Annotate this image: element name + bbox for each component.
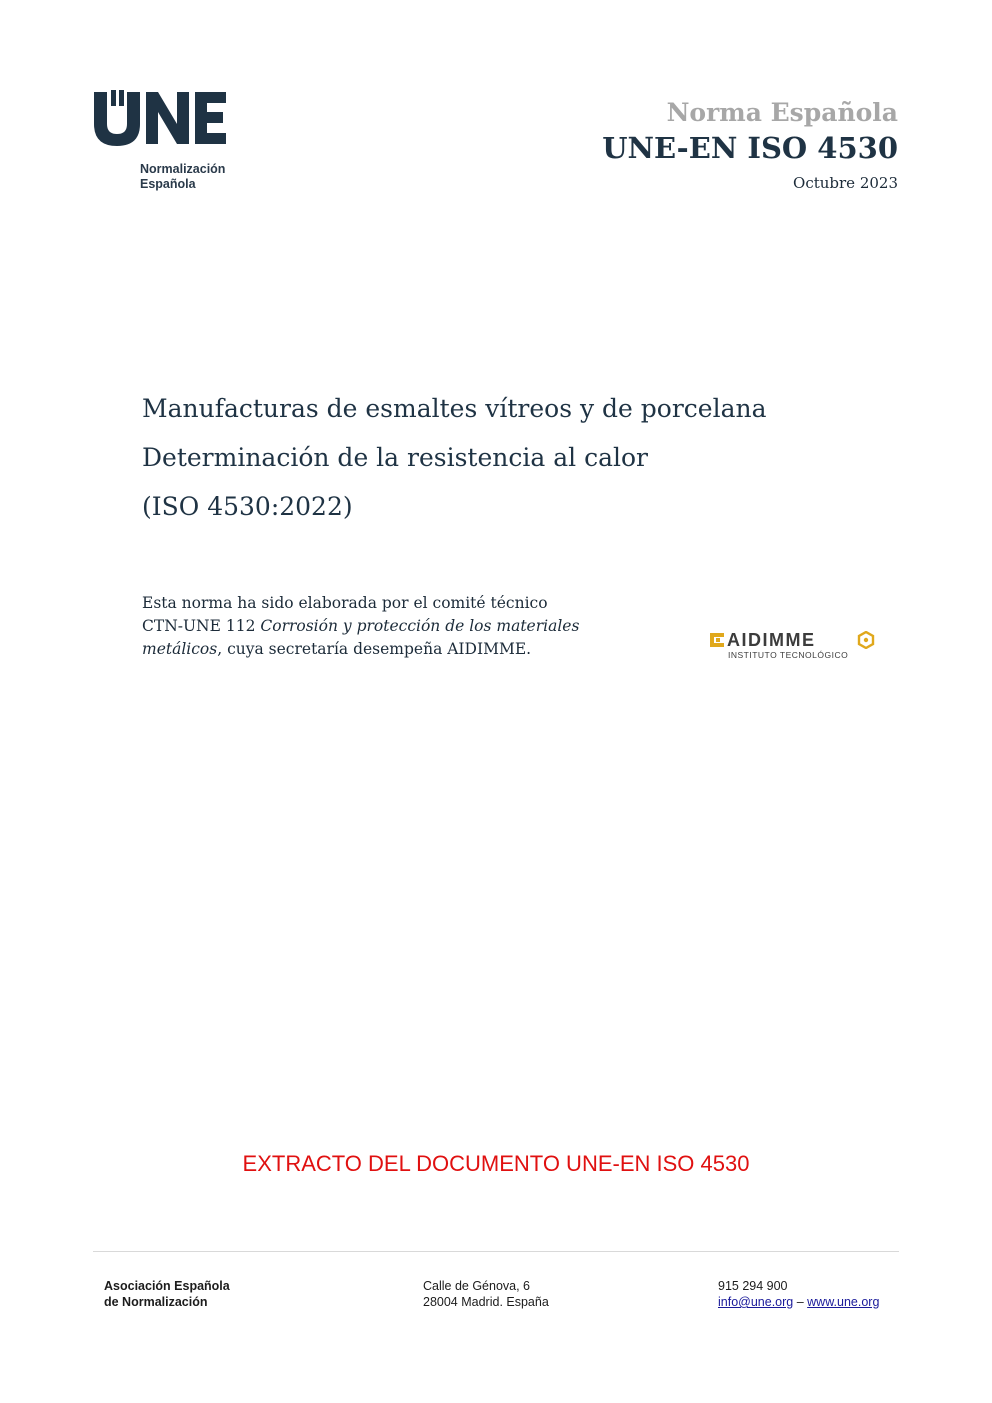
footer-org-line2: de Normalización	[104, 1295, 208, 1309]
title-line-2: Determinación de la resistencia al calor	[142, 443, 648, 472]
email-link[interactable]: info@une.org	[718, 1295, 794, 1309]
une-logo-mark	[92, 88, 232, 148]
committee-statement	[142, 592, 622, 661]
committee-outro: , cuya secretaría desempeña AIDIMME.	[217, 640, 532, 658]
une-logo	[92, 88, 242, 198]
document-title	[142, 384, 767, 531]
norma-header	[602, 98, 898, 192]
website-link[interactable]: www.une.org	[807, 1295, 880, 1309]
footer-divider	[93, 1251, 899, 1252]
footer-contact	[718, 1278, 879, 1310]
norma-code: UNE-EN ISO 4530	[602, 131, 898, 165]
norma-date: Octubre 2023	[793, 174, 898, 192]
title-line-1: Manufacturas de esmaltes vítreos y de porcelana	[142, 394, 767, 423]
extract-notice: EXTRACTO DEL DOCUMENTO UNE-EN ISO 4530	[242, 1151, 750, 1176]
aidimme-bracket-icon	[709, 632, 725, 648]
footer-phone: 915 294 900	[718, 1279, 788, 1293]
logo-subtitle-line2: Española	[140, 177, 196, 191]
footer-links	[718, 1294, 879, 1310]
aidimme-logo	[709, 630, 879, 664]
aidimme-name: AIDIMME	[727, 630, 816, 650]
committee-code: CTN-UNE 112	[142, 617, 261, 635]
committee-intro: Esta norma ha sido elaborada por el comité técnico	[142, 594, 548, 612]
footer-org-line1: Asociación Española	[104, 1279, 230, 1293]
aidimme-hexagon-icon	[857, 631, 875, 649]
footer-organization	[104, 1278, 230, 1310]
footer-link-separator: –	[793, 1295, 808, 1309]
committee-name: Corrosión y protección de los materiales metálicos	[142, 617, 580, 658]
footer-address-line2: 28004 Madrid. España	[423, 1295, 549, 1309]
logo-subtitle-line1: Normalización	[140, 162, 226, 176]
aidimme-subtitle: INSTITUTO TECNOLÓGICO	[728, 650, 849, 660]
footer-address	[423, 1278, 549, 1310]
title-line-3: (ISO 4530:2022)	[142, 492, 353, 521]
norma-label: Norma Española	[666, 98, 898, 127]
footer-address-line1: Calle de Génova, 6	[423, 1279, 531, 1293]
